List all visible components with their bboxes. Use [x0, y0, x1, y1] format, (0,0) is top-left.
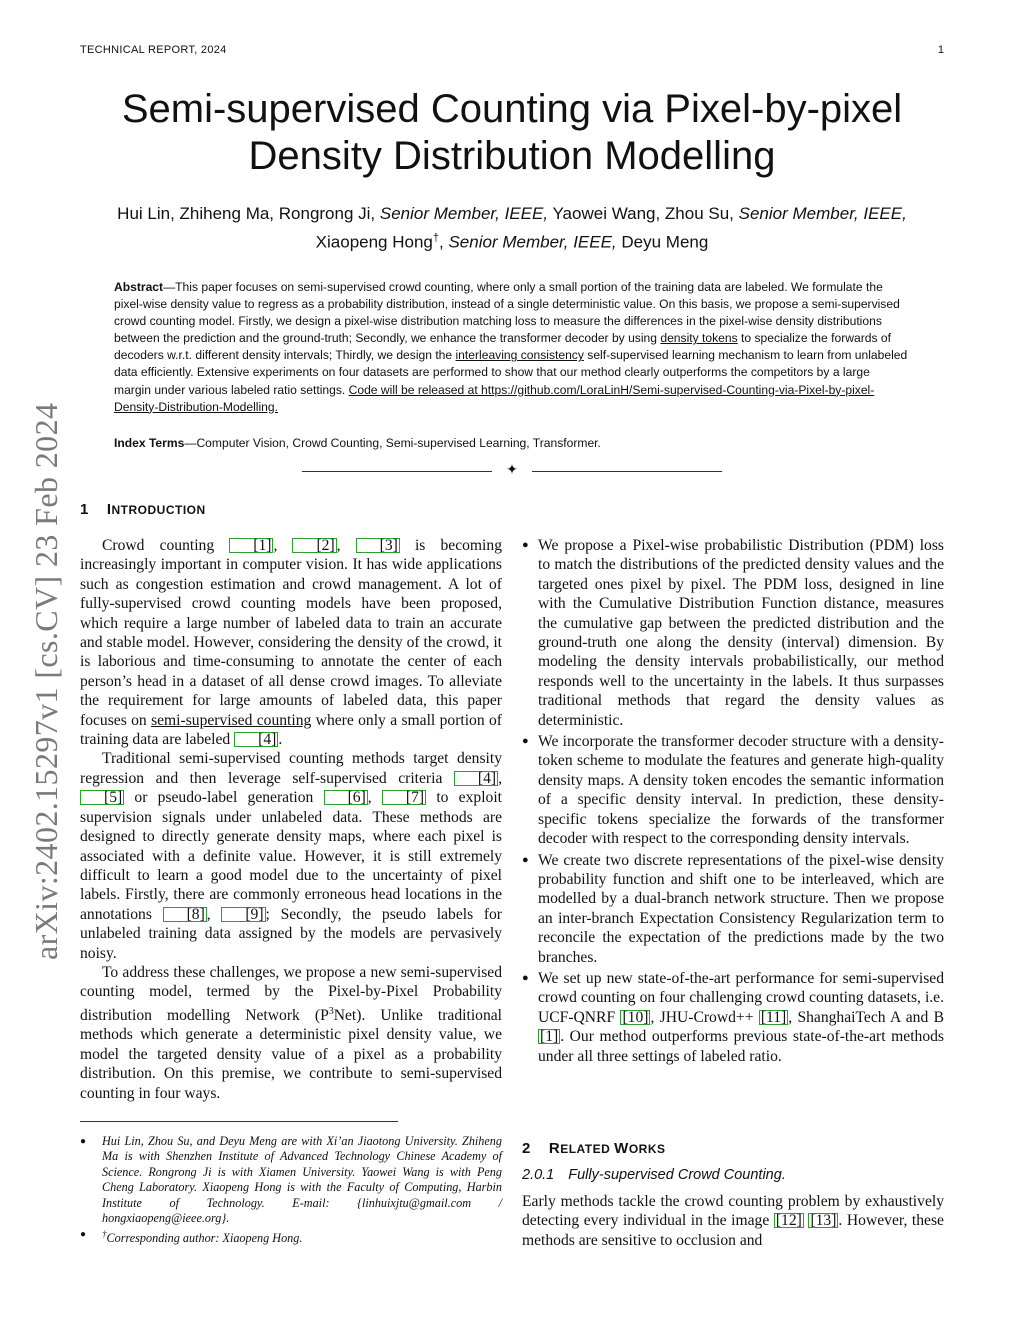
citation-link[interactable]: [7]	[382, 790, 426, 805]
text-run: .	[278, 731, 283, 749]
text-run: ,	[336, 537, 356, 554]
abstract	[114, 279, 910, 416]
text-run: to exploit supervision signals under unlabeled data. These methods are designed to directly generate density maps, where each pixel is associated with a definite value. However, it is still extremely difficult to learn a good model due to the uncertainty of pixel labels. Firstly, there are commonly erroneous head locations in the annotations	[80, 789, 502, 923]
citation-link[interactable]: [1]	[229, 538, 273, 553]
abstract-text-1: —This paper focuses on semi-supervised crowd counting, where only a small portion of the training data are labeled. We formulate the pixel-wise density value to regress as a probability distribution, instead of a single deterministic value. On this basis, we propose a semi-supervised crowd counting model. Firstly, we design a pixel-wise distribution matching loss to measure the differences in the pixel-wise density distributions between the prediction and the ground-truth; Secondly, we enhance the transformer decoder by using	[114, 280, 900, 346]
section-number: 1	[80, 501, 89, 518]
section-title-initial-2: W	[614, 1140, 629, 1157]
citation-link[interactable]: [3]	[356, 538, 400, 553]
text-run: . However, these methods are sensitive to occlusion and	[522, 1212, 944, 1249]
text-run: ,	[206, 905, 222, 923]
section-title-rest-2: ORKS	[628, 1142, 666, 1156]
text-run: Net). Unlike traditional methods which generate a deterministic pixel density value, we model the targeted density value of a pixel as a probability distribution. On this premise, we contribute to semi-supervised counting in four ways.	[80, 1006, 502, 1102]
subsection-number: 2.0.1	[522, 1167, 555, 1183]
list-item-text: We propose a Pixel-wise probabilistic Distribution (PDM) loss to match the distributions of the predicted density values and the targeted ones pixel by pixel. The PDM loss, designed in line with the Cumulative Distribution Function distance, measures the cumulative gap between the predicted distribution and the ground-truth one along the density (interval) dimension. By modeling the density intervals probabilistically, our method responds well to the uncertainty in the labels. It thus surpasses traditional methods that regard the density values as deterministic.	[538, 537, 944, 729]
divider-line-left	[302, 471, 492, 472]
bullet-icon: ●	[80, 1136, 87, 1147]
footnote-emails: {linhuixjtu@gmail.com / hongxiaopeng@ieee.org}.	[102, 1195, 502, 1226]
superscript: 3	[328, 1005, 334, 1017]
corresponding-mark: †	[432, 232, 440, 244]
section-title-rest: ELATED	[560, 1142, 615, 1156]
bullet-icon: ●	[522, 971, 529, 984]
text-run: Early methods tackle the crowd counting problem by exhaustively detecting every individual in the image	[522, 1193, 944, 1230]
author-separator: ,	[439, 232, 449, 252]
author-role-1: Senior Member, IEEE,	[379, 204, 549, 223]
text-run: ; Secondly, the pseudo labels for unlabeled training data assigned by the models are pervasively noisy.	[80, 905, 503, 962]
citation-link[interactable]: [2]	[292, 538, 336, 553]
section-title-initial: R	[548, 1140, 561, 1157]
abstract-text-2: to specialize the forwards of decoders w.r.t. different density intervals; Thirdly, we design the	[114, 331, 891, 363]
author-names-1: Hui Lin, Zhiheng Ma, Rongrong Ji,	[117, 204, 380, 223]
section-title-initial: I	[106, 501, 112, 518]
text-run: ,	[367, 789, 382, 807]
citation-link[interactable]: [1]	[540, 1028, 559, 1046]
citation-link[interactable]: [8]	[163, 907, 207, 922]
index-terms	[114, 435, 910, 452]
divider-diamond-icon: ✦	[506, 463, 518, 478]
author-role-2: Senior Member, IEEE,	[738, 204, 907, 223]
text-run: Traditional semi-supervised counting methods target density regression and then leverage self-supervised criteria	[80, 750, 502, 787]
citation-link[interactable]: [5]	[80, 790, 124, 805]
list-item	[522, 969, 944, 1066]
running-header: TECHNICAL REPORT, 2024	[80, 44, 227, 56]
list-item-text: , ShanghaiTech A and B	[788, 1008, 944, 1026]
paper-title	[60, 86, 964, 180]
abstract-text-3: self-supervised learning mechanism to learn from unlabeled data efficiently. Extensive experiments on four datasets are performed to show that our method clearly outperforms the competitors by a large margin under various labeled ratio settings.	[114, 348, 908, 397]
contribution-list	[522, 536, 944, 1066]
footnote-corresponding	[80, 1227, 502, 1246]
bullet-icon: ●	[522, 735, 529, 748]
citation-link[interactable]: [4]	[234, 732, 278, 747]
list-item-text: We create two discrete representations of the pixel-wise density probability function and shift one to be interleaved, which are modelled by a dual-branch network structure. Then we propose an inter-branch Expectation Consistency Regularization term to reconcile the expectation of the predictions made by the two branches.	[538, 851, 944, 966]
section-divider	[302, 462, 722, 480]
code-link[interactable]: Code will be released at https://github.com/LoraLinH/Semi-supervised-Counting-via-Pixel-by-pixel-Density-Distribution-Modelling.	[114, 382, 875, 414]
list-item-text: , JHU-Crowd++	[650, 1008, 759, 1026]
footnote-affiliations	[80, 1134, 502, 1226]
text-run: To address these challenges, we propose a new semi-supervised counting model, termed by the Pixel-by-Pixel Probability distribution modelling Network (P	[80, 963, 502, 1024]
author-names-3: Xiaopeng Hong	[315, 232, 433, 252]
bullet-icon: ●	[522, 539, 529, 551]
text-run: is becoming increasingly important in computer vision. It has wide applications such as congestion estimation and crowd management. A lot of fully-supervised crowd counting models have been proposed, which require a large number of labeled data to train an accurate and stable model. However, considering the density of the crowd, it is laborious and time-consuming to annotate the center of each person’s head in a dataset of all dense crowd images. To alleviate the requirement for large amounts of labeled data, this paper focuses on	[80, 537, 502, 729]
citation-link[interactable]: [6]	[324, 790, 368, 805]
list-item-text: We set up new state-of-the-art performance for semi-supervised crowd counting on four challenging crowd counting datasets, i.e. UCF-QNRF	[538, 969, 944, 1026]
section-heading-related-works	[522, 1140, 665, 1157]
citation-link[interactable]: [12]	[775, 1212, 802, 1230]
subsection-title: Fully-supervised Crowd Counting.	[568, 1167, 786, 1183]
list-item	[522, 732, 944, 848]
list-item-text: We incorporate the transformer decoder structure with a density-token scheme to modulate the features and generate high-quality density maps. A density token encodes the semantic information of a specific density interval. In prediction, these density-specific tokens specialize the forwards of the transformer decoder with respect to the corresponding density intervals.	[538, 733, 944, 848]
author-names-2: Yaowei Wang, Zhou Su,	[548, 204, 739, 223]
section-number: 2	[522, 1140, 531, 1157]
underlined-term: semi-supervised counting	[151, 711, 312, 729]
list-item-text: . Our method outperforms previous state-of-the-art methods under all three settings of labeled ratio.	[538, 1028, 944, 1065]
citation-link[interactable]: [9]	[221, 907, 265, 922]
author-list	[60, 202, 964, 255]
title-line-1: Semi-supervised Counting via Pixel-by-pixel	[121, 87, 903, 131]
list-item	[522, 536, 944, 730]
footnote-text: Corresponding author: Xiaopeng Hong.	[106, 1231, 303, 1246]
page-number: 1	[937, 44, 944, 56]
text-run: or pseudo-label generation	[124, 789, 324, 807]
intro-paragraph-2	[80, 749, 502, 962]
citation-link[interactable]: [13]	[810, 1212, 837, 1230]
subsection-heading	[522, 1167, 786, 1183]
footnote-text: Hui Lin, Zhou Su, and Deyu Meng are with Xi’an Jiaotong University. Zhiheng Ma is with Shenzhen Institute of Advanced Technology Chinese Academy of Science. Rongrong Ji is with Xiamen University. Yaowei Wang is with Peng Cheng Laboratory. Xiaopeng Hong is with the Faculty of Computing, Harbin Institute of Technology. E-mail:	[102, 1134, 502, 1210]
citation-link[interactable]: [4]	[454, 771, 498, 786]
author-role-3: Senior Member, IEEE,	[448, 232, 617, 252]
text-run: ,	[498, 769, 502, 787]
arxiv-identifier-stamp: arXiv:2402.15297v1 [cs.CV] 23 Feb 2024	[28, 402, 64, 960]
intro-paragraph-1	[80, 536, 502, 749]
author-names-4: Deyu Meng	[616, 232, 709, 252]
related-works-paragraph	[522, 1192, 944, 1250]
citation-link[interactable]: [11]	[760, 1008, 787, 1026]
title-line-2: Density Distribution Modelling	[248, 134, 776, 178]
footnotes	[80, 1134, 502, 1248]
index-terms-text: —Computer Vision, Crowd Counting, Semi-supervised Learning, Transformer.	[184, 436, 601, 450]
bullet-icon: ●	[80, 1229, 87, 1241]
footnote-rule	[80, 1121, 398, 1122]
text-run: ,	[273, 537, 293, 554]
abstract-underline-density-tokens: density tokens	[660, 331, 738, 346]
intro-paragraph-3	[80, 963, 502, 1103]
list-item	[522, 851, 944, 967]
abstract-underline-interleaving: interleaving consistency	[455, 348, 584, 363]
section-heading-introduction	[80, 501, 206, 518]
text-run: where only a small portion of training data are labeled	[80, 711, 502, 749]
divider-line-right	[532, 471, 722, 472]
citation-link[interactable]: [10]	[622, 1008, 649, 1026]
left-column	[80, 536, 502, 1103]
dagger-mark: †	[102, 1229, 107, 1240]
section-title-rest: NTRODUCTION	[111, 503, 206, 517]
text-run: Crowd counting	[102, 537, 230, 554]
index-terms-label: Index Terms	[114, 436, 185, 450]
abstract-label: Abstract	[114, 280, 164, 294]
right-column	[522, 536, 944, 1068]
bullet-icon: ●	[522, 853, 529, 866]
